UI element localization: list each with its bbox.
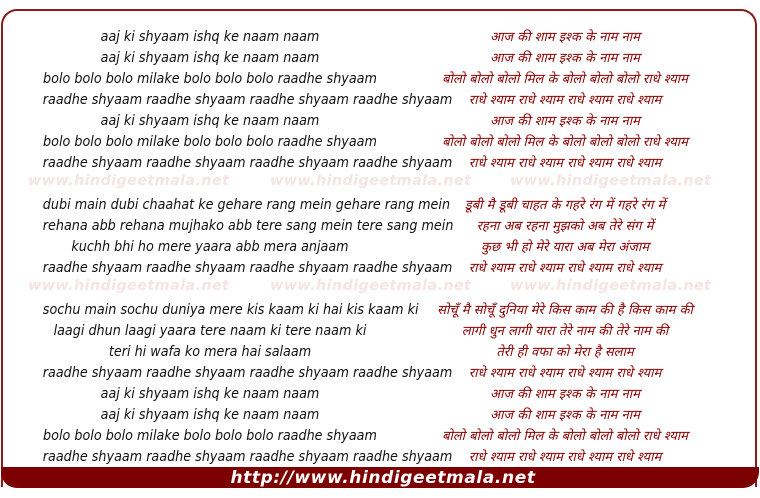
watermark-text: www.hindigeetmala.net: [28, 173, 230, 189]
lyric-line: आज की शाम इश्क के नाम नाम: [490, 408, 640, 423]
watermark-text: www.hindigeetmala.net: [510, 173, 712, 189]
lyric-line: raadhe shyaam raadhe shyaam raadhe shyaam raadhe shyaam: [42, 155, 453, 171]
watermark-text: www.hindigeetmala.net: [270, 173, 472, 189]
stanza-3: [375, 300, 755, 468]
lyric-line: कुछ भी हो मेरे यारा अब मेरा अंजाम: [480, 240, 649, 255]
watermark-text: www.hindigeetmala.net: [28, 278, 230, 294]
lyric-line: तेरी ही वफा को मेरा है सलाम: [496, 345, 634, 360]
lyric-line: रहना अब रहना मुझको अब तेरे संग में: [476, 219, 654, 234]
stanza-2: [375, 195, 755, 279]
lyric-line: teri hi wafa ko mera hai salaam: [108, 344, 312, 360]
lyric-line: dubi main dubi chaahat ke gehare rang mein gehare rang mein: [42, 197, 451, 213]
lyric-line: राधे श्याम राधे श्याम राधे श्याम राधे श्याम: [468, 93, 662, 108]
stanza-gap: [375, 174, 755, 195]
lyric-line: aaj ki shyaam ishq ke naam naam: [100, 386, 320, 402]
stanza-1: [375, 27, 755, 174]
stanza-gap: [375, 279, 755, 300]
lyric-line: लागी धुन लागी यारा तेरे नाम की तेरे नाम की: [461, 324, 669, 339]
lyric-line: kuchh bhi ho mere yaara abb mera anjaam: [71, 239, 349, 255]
lyric-line: rehana abb rehana mujhako abb tere sang mein tere sang mein: [42, 218, 454, 234]
lyric-line: aaj ki shyaam ishq ke naam naam: [100, 113, 320, 129]
lyric-line: बोलो बोलो बोलो मिल के बोलो बोलो बोलो राधे श्याम: [442, 72, 688, 87]
lyric-line: राधे श्याम राधे श्याम राधे श्याम राधे श्याम: [468, 450, 662, 465]
lyric-line: bolo bolo bolo milake bolo bolo bolo raadhe shyaam: [43, 134, 377, 150]
english-lyrics-column: [20, 27, 454, 468]
lyric-line: सोचूँ मै सोचूँ दुनिया मेरे किस काम की है किस काम की: [437, 303, 693, 318]
stanza-gap: [20, 279, 400, 300]
lyric-line: raadhe shyaam raadhe shyaam raadhe shyaam raadhe shyaam: [42, 365, 453, 381]
lyric-line: आज की शाम इश्क के नाम नाम: [490, 114, 640, 129]
lyric-line: laagi dhun laagi yaara tere naam ki tere naam ki: [53, 323, 367, 339]
stanza-gap: [20, 174, 400, 195]
lyric-line: raadhe shyaam raadhe shyaam raadhe shyaam raadhe shyaam: [42, 449, 453, 465]
footer-url-link[interactable]: http://www.hindigeetmala.net: [230, 467, 536, 488]
lyric-line: डूबी मै डूबी चाहत के गहरे रंग में गहरे रंग में: [464, 198, 666, 213]
lyric-line: bolo bolo bolo milake bolo bolo bolo raadhe shyaam: [43, 428, 377, 444]
lyric-line: राधे श्याम राधे श्याम राधे श्याम राधे श्याम: [468, 156, 662, 171]
watermark-text: www.hindigeetmala.net: [270, 278, 472, 294]
stanza-2: [20, 195, 454, 279]
lyric-line: sochu main sochu duniya mere kis kaam ki hai kis kaam ki: [42, 302, 419, 318]
lyric-line: राधे श्याम राधे श्याम राधे श्याम राधे श्याम: [468, 261, 662, 276]
lyric-line: आज की शाम इश्क के नाम नाम: [490, 387, 640, 402]
stanza-3: [20, 300, 453, 468]
watermark-text: www.hindigeetmala.net: [510, 278, 712, 294]
stanza-1: [20, 27, 453, 174]
lyric-line: आज की शाम इश्क के नाम नाम: [490, 51, 640, 66]
lyric-line: बोलो बोलो बोलो मिल के बोलो बोलो बोलो राधे श्याम: [442, 429, 688, 444]
lyric-line: raadhe shyaam raadhe shyaam raadhe shyaam raadhe shyaam: [42, 92, 453, 108]
hindi-lyrics-column: [375, 27, 755, 468]
lyric-line: raadhe shyaam raadhe shyaam raadhe shyaam raadhe shyaam: [42, 260, 453, 276]
lyric-line: राधे श्याम राधे श्याम राधे श्याम राधे श्याम: [468, 366, 662, 381]
lyric-line: aaj ki shyaam ishq ke naam naam: [100, 50, 320, 66]
footer-banner: [1, 467, 759, 488]
lyric-line: आज की शाम इश्क के नाम नाम: [490, 30, 640, 45]
lyric-line: aaj ki shyaam ishq ke naam naam: [100, 407, 320, 423]
lyric-line: बोलो बोलो बोलो मिल के बोलो बोलो बोलो राधे श्याम: [442, 135, 688, 150]
lyric-line: aaj ki shyaam ishq ke naam naam: [100, 29, 320, 45]
lyric-line: bolo bolo bolo milake bolo bolo bolo raadhe shyaam: [43, 71, 377, 87]
